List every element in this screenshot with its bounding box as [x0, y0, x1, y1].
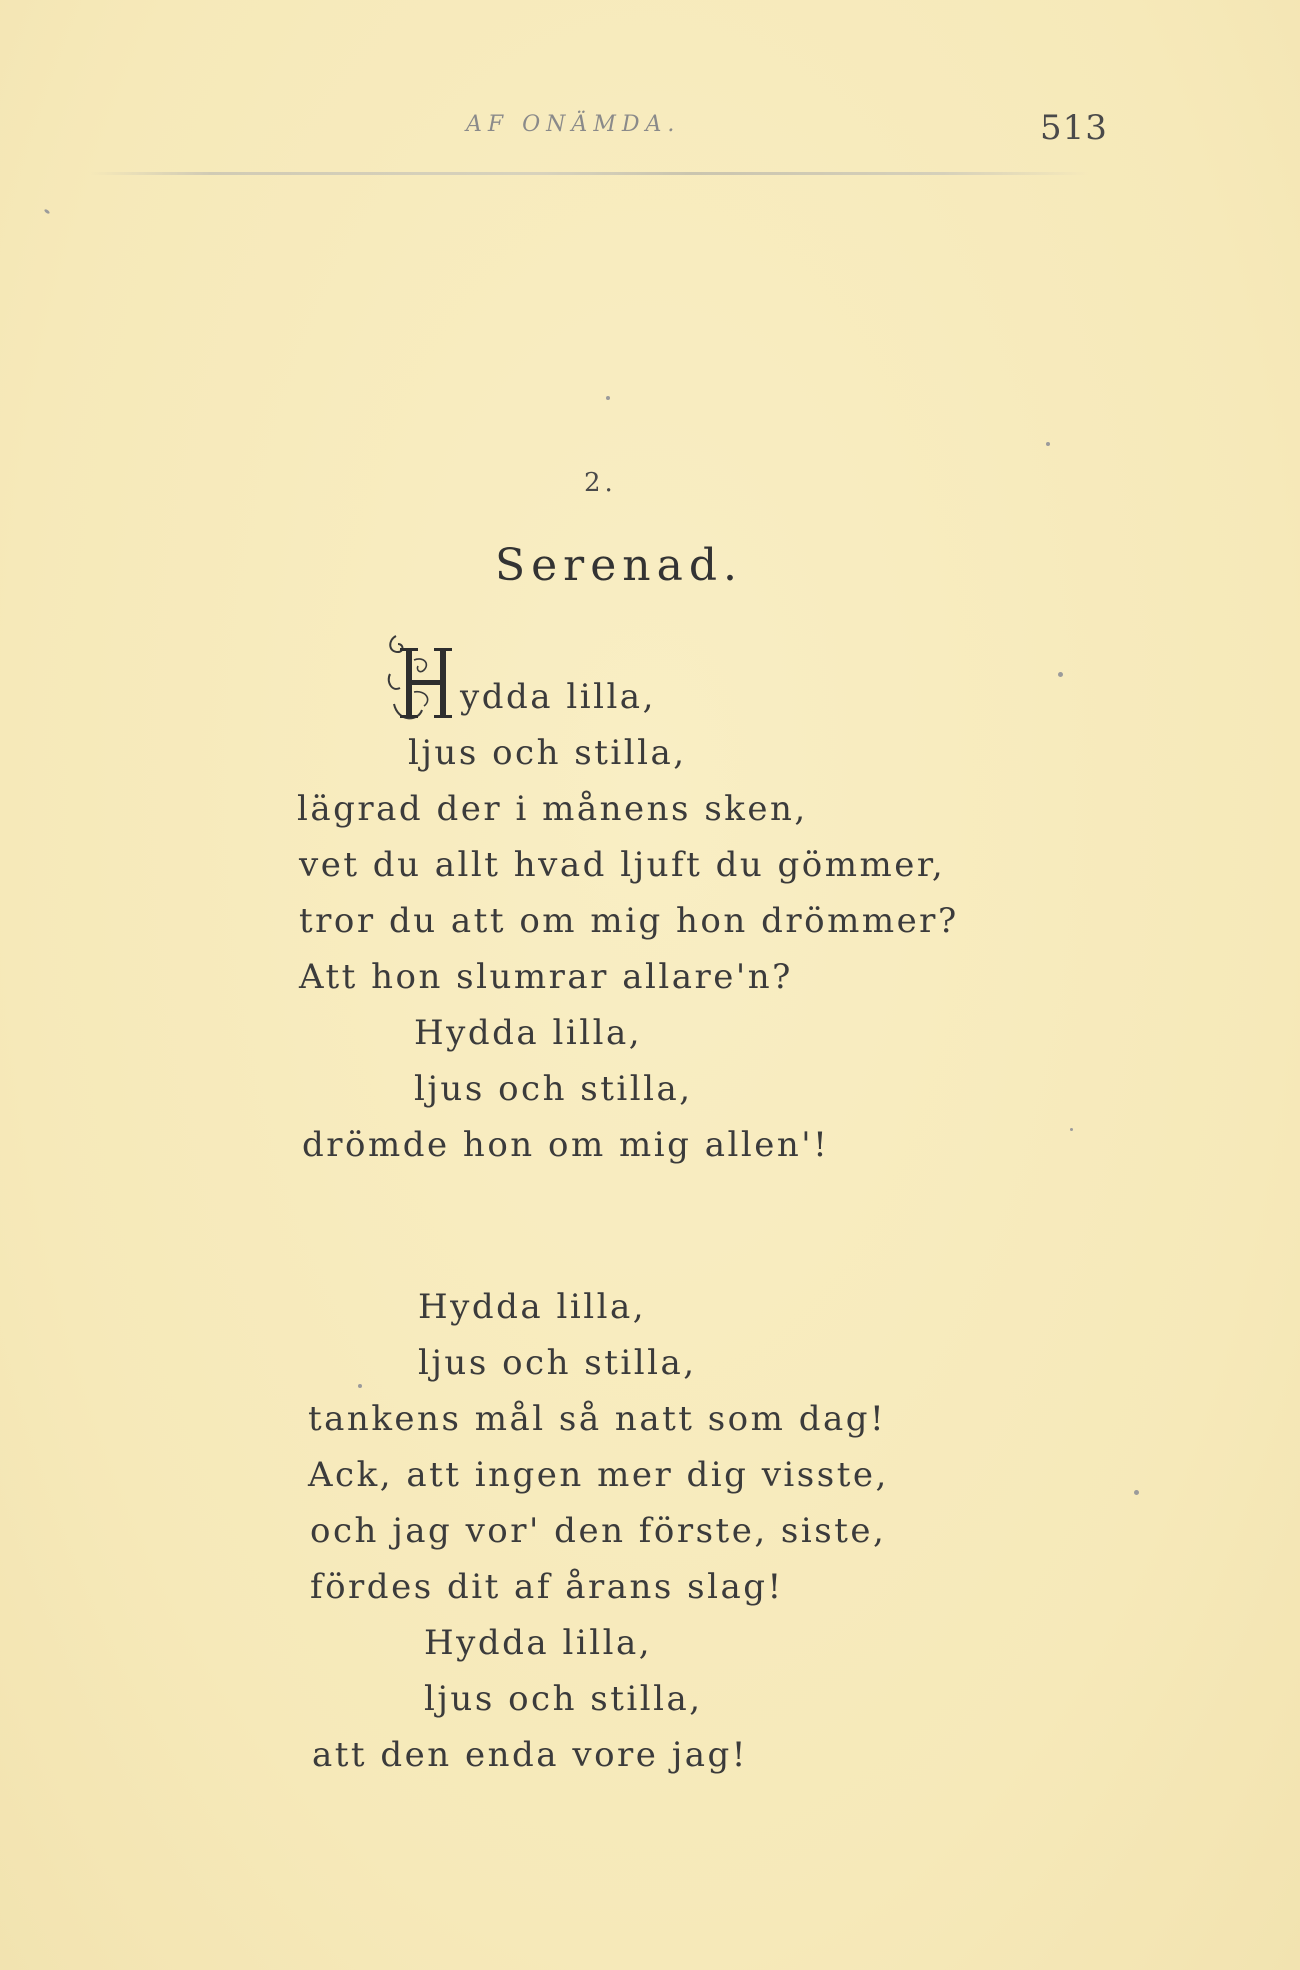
poem-line: ydda lilla,: [460, 677, 656, 717]
poem-line: Hydda lilla,: [414, 1013, 643, 1053]
poem-line: ljus och stilla,: [424, 1679, 703, 1719]
running-head: AF ONÄMDA.: [466, 112, 681, 137]
page-number: 513: [1040, 108, 1108, 148]
dropcap-letter: H: [184, 430, 185, 431]
poem-line: vet du allt hvad ljuft du gömmer,: [299, 845, 946, 885]
header-rule: [90, 172, 1090, 175]
poem-line: ljus och stilla,: [418, 1343, 697, 1383]
poem-line: fördes dit af årans slag!: [310, 1567, 784, 1607]
poem-line: och jag vor' den förste, siste,: [310, 1511, 887, 1551]
print-speck: [1134, 1490, 1139, 1495]
poem-line: ljus och stilla,: [414, 1069, 693, 1109]
poem-line: drömde hon om mig allen'!: [302, 1125, 830, 1165]
poem-line: Att hon slumrar allare'n?: [299, 957, 793, 997]
poem-line: tankens mål så natt som dag!: [308, 1399, 887, 1439]
print-speck: [44, 209, 51, 215]
print-speck: [1070, 1128, 1073, 1131]
poem-title: Serenad.: [495, 540, 743, 591]
poem-line: Hydda lilla,: [424, 1623, 653, 1663]
print-speck: [1058, 672, 1063, 677]
poem-line: att den enda vore jag!: [312, 1735, 748, 1775]
poem-line: lägrad der i månens sken,: [297, 789, 808, 829]
ornamental-dropcap: [184, 430, 464, 730]
section-number: 2.: [584, 468, 617, 498]
poem-line: ljus och stilla,: [408, 733, 687, 773]
print-speck: [606, 396, 610, 400]
poem-line: Hydda lilla,: [418, 1287, 647, 1327]
poem-line: tror du att om mig hon drömmer?: [299, 901, 959, 941]
print-speck: [1046, 442, 1050, 446]
poem-line: Ack, att ingen mer dig visste,: [308, 1455, 889, 1495]
print-speck: [358, 1384, 362, 1388]
